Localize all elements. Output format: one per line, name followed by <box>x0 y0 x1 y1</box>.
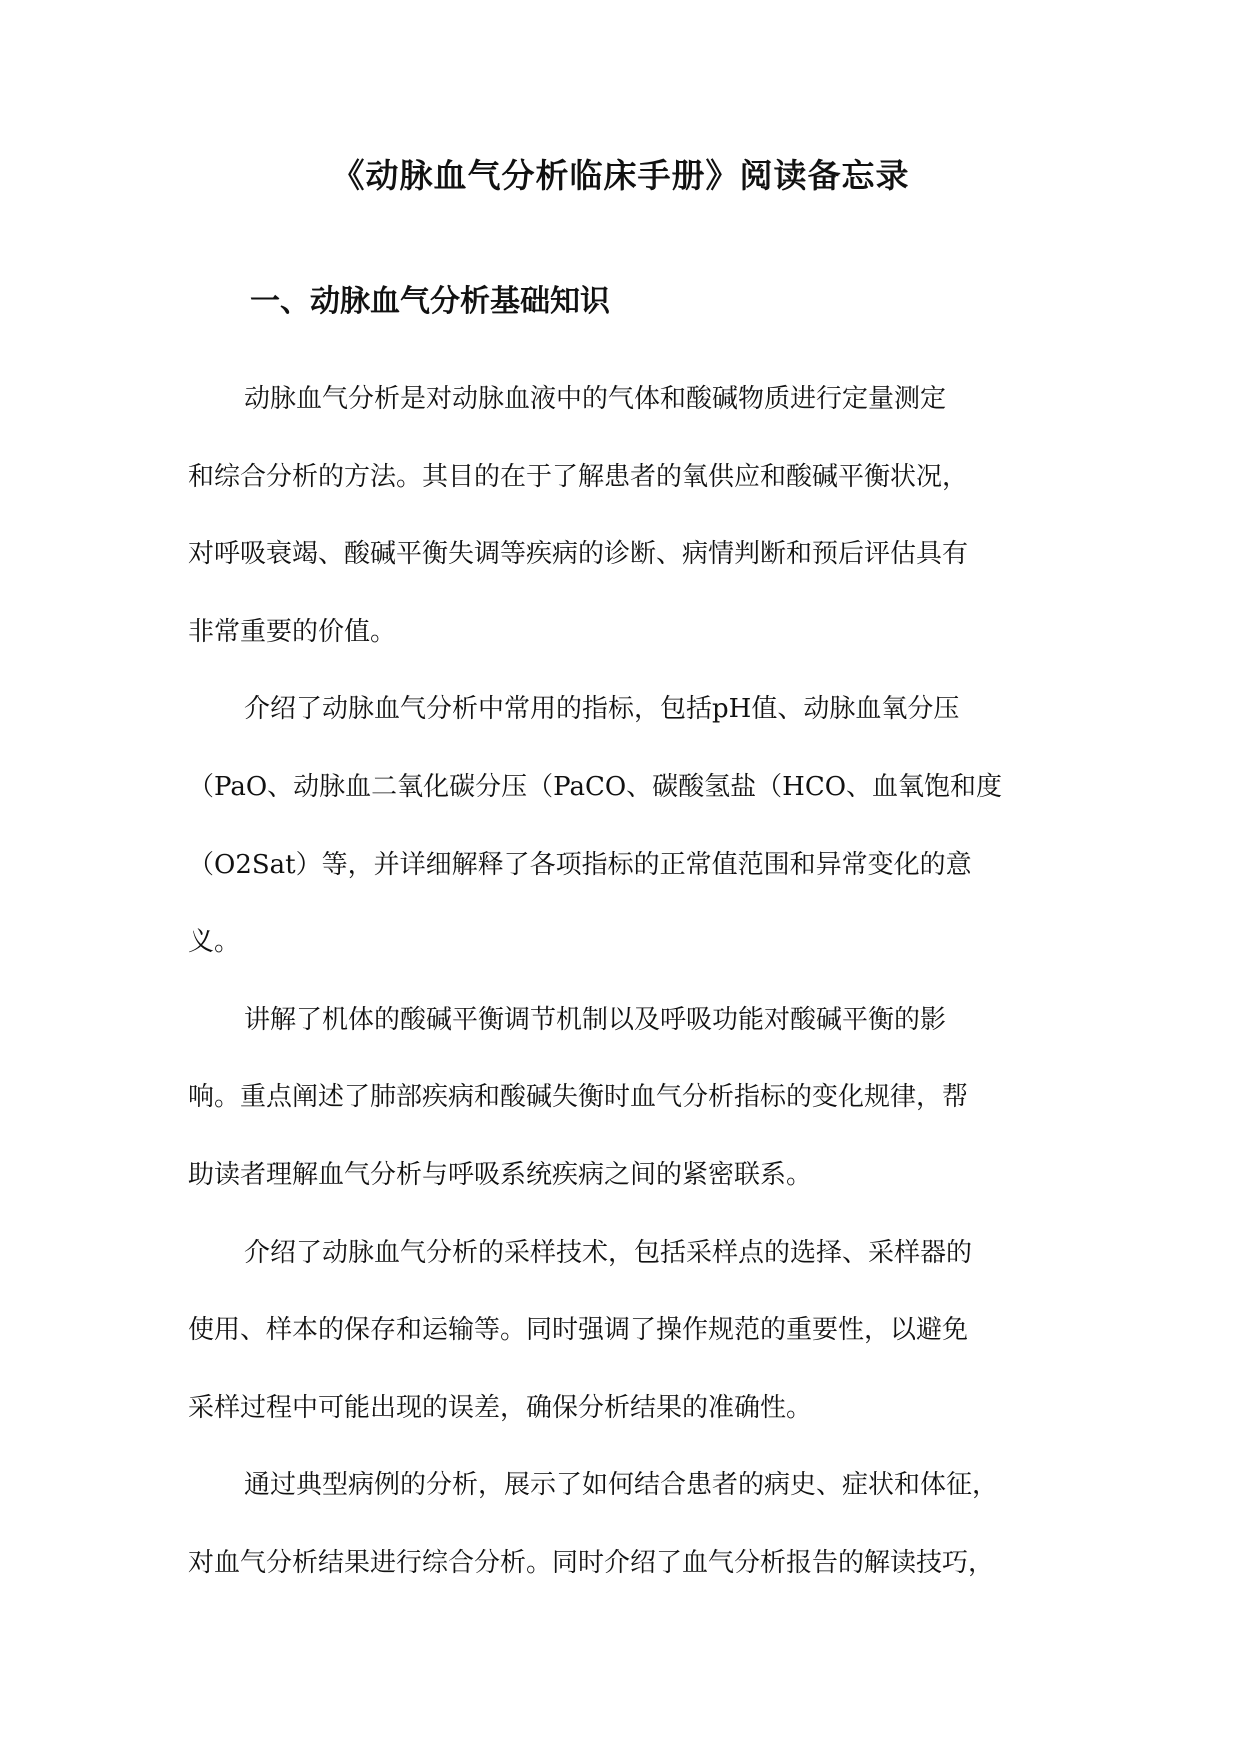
paragraph-sampling <box>188 1215 1060 1448</box>
text-line: 对呼吸衰竭、酸碱平衡失调等疾病的诊断、病情判断和预后评估具有 <box>188 539 969 570</box>
text-line: 讲解了机体的酸碱平衡调节机制以及呼吸功能对酸碱平衡的影 <box>244 1004 947 1035</box>
paragraph-acid-base <box>188 982 1060 1215</box>
text-line: 采样过程中可能出现的误差，确保分析结果的准确性。 <box>188 1392 813 1423</box>
text-line: 非常重要的价值。 <box>188 616 397 647</box>
text-line: 助读者理解血气分析与呼吸系统疾病之间的紧密联系。 <box>188 1159 813 1190</box>
section-heading: 一、动脉血气分析基础知识 <box>250 284 610 319</box>
text-line: 对血气分析结果进行综合分析。同时介绍了血气分析报告的解读技巧， <box>188 1547 995 1578</box>
text-line: 动脉血气分析是对动脉血液中的气体和酸碱物质进行定量测定 <box>244 384 947 414</box>
text-line: 通过典型病例的分析，展示了如何结合患者的病史、症状和体征， <box>244 1470 999 1501</box>
text-line: （O2Sat）等，并详细解释了各项指标的正常值范围和异常变化的意 <box>188 849 972 880</box>
paragraph-case-analysis <box>188 1447 1060 1602</box>
text-line: 义。 <box>188 927 241 958</box>
text-line: 响。重点阐述了肺部疾病和酸碱失衡时血气分析指标的变化规律，帮 <box>188 1082 969 1113</box>
paragraph-indicators <box>188 671 1060 981</box>
paragraph-definition <box>188 361 1060 671</box>
text-line: 使用、样本的保存和运输等。同时强调了操作规范的重要性，以避免 <box>188 1315 969 1346</box>
text-line: 介绍了动脉血气分析中常用的指标，包括pH值、动脉血氧分压 <box>244 694 960 725</box>
text-line: （PaO、动脉血二氧化碳分压（PaCO、碳酸氢盐（HCO、血氧饱和度 <box>188 771 1003 802</box>
text-line: 介绍了动脉血气分析的采样技术，包括采样点的选择、采样器的 <box>244 1237 973 1268</box>
document-body <box>188 361 1060 1603</box>
document-title: 《动脉血气分析临床手册》阅读备忘录 <box>331 156 910 195</box>
text-line: 和综合分析的方法。其目的在于了解患者的氧供应和酸碱平衡状况， <box>188 461 969 492</box>
